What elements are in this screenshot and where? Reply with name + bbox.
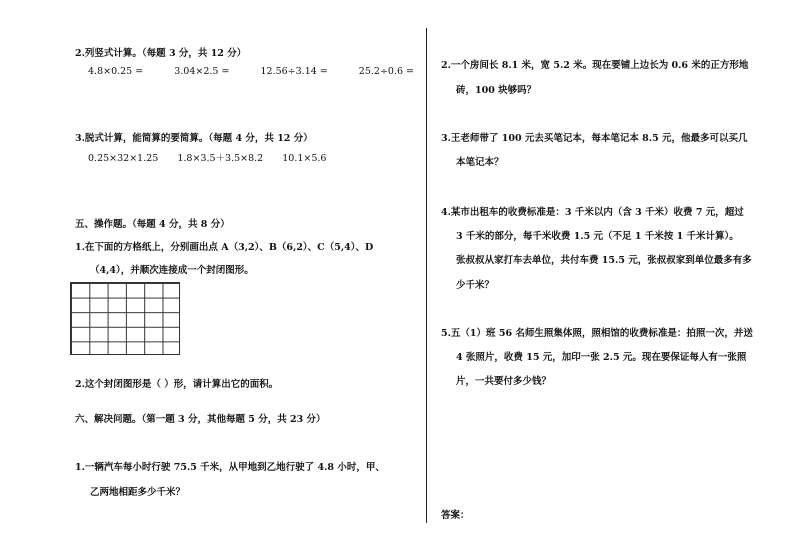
right-q5-line3: 片，一共要付多少钱？: [456, 376, 552, 387]
q2-item: 4.8×0.25 =: [88, 66, 144, 77]
answer-label: 答案：: [441, 510, 470, 521]
section5-q2: 2.这个封闭图形是（ ）形，请计算出它的面积。: [75, 379, 279, 390]
section5-title: 五、操作题。（每题 4 分，共 8 分）: [75, 219, 230, 230]
section5-q1-line1: 1.在下面的方格纸上，分别画出点 A（3,2）、B（6,2）、C（5,4）、D: [75, 242, 374, 253]
q3-title: 3.脱式计算，能简算的要简算。（每题 4 分，共 12 分）: [75, 133, 313, 144]
q3-item: 0.25×32×1.25: [88, 153, 159, 164]
right-q4-line3: 张叔叔从家打车去单位，共付车费 15.5 元，张叔叔家到单位最多有多: [456, 255, 752, 266]
right-q3-line2: 本笔记本？: [456, 157, 504, 168]
section6-q1-line2: 乙两地相距多少千米？: [90, 487, 186, 498]
q2-item: 12.56÷3.14 =: [260, 66, 328, 77]
right-q2-line2: 砖，100 块够吗？: [456, 85, 537, 96]
q2-items: [88, 66, 442, 77]
q3-item: 10.1×5.6: [282, 153, 327, 164]
section6-q1-line1: 1.一辆汽车每小时行驶 75.5 千米，从甲地到乙地行驶了 4.8 小时，甲、: [75, 462, 385, 473]
right-q5-line2: 4 张照片，收费 15 元，加印一张 2.5 元。现在要保证每人有一张照: [456, 352, 747, 363]
q3-item: 1.8×3.5＋3.5×8.2: [177, 153, 264, 164]
section6-title: 六、解决问题。（第一题 3 分，其他每题 5 分，共 23 分）: [75, 414, 326, 425]
q2-item: 25.2÷0.6 =: [358, 66, 414, 77]
grid-paper: [70, 282, 180, 355]
right-q4-line1: 4.某市出租车的收费标准是：3 千米以内（含 3 千米）收费 7 元，超过: [441, 207, 744, 218]
q2-item: 3.04×2.5 =: [174, 66, 230, 77]
right-q4-line2: 3 千米的部分，每千米收费 1.5 元（不足 1 千米按 1 千米计算）。: [456, 231, 739, 242]
q3-items: [88, 150, 354, 164]
section5-q1-line2: （4,4），并顺次连接成一个封闭图形。: [90, 265, 254, 276]
column-divider: [426, 28, 427, 523]
q2-title: 2.列竖式计算。（每题 3 分，共 12 分）: [75, 48, 247, 59]
right-q5-line1: 5.五（1）班 56 名师生照集体照，照相馆的收费标准是：拍照一次，并送: [441, 328, 753, 339]
right-q2-line1: 2.一个房间长 8.1 米，宽 5.2 米。现在要铺上边长为 0.6 米的正方形地: [441, 60, 749, 71]
right-q4-line4: 少千米？: [456, 280, 495, 291]
right-q3-line1: 3.王老师带了 100 元去买笔记本，每本笔记本 8.5 元，他最多可以买几: [441, 133, 748, 144]
